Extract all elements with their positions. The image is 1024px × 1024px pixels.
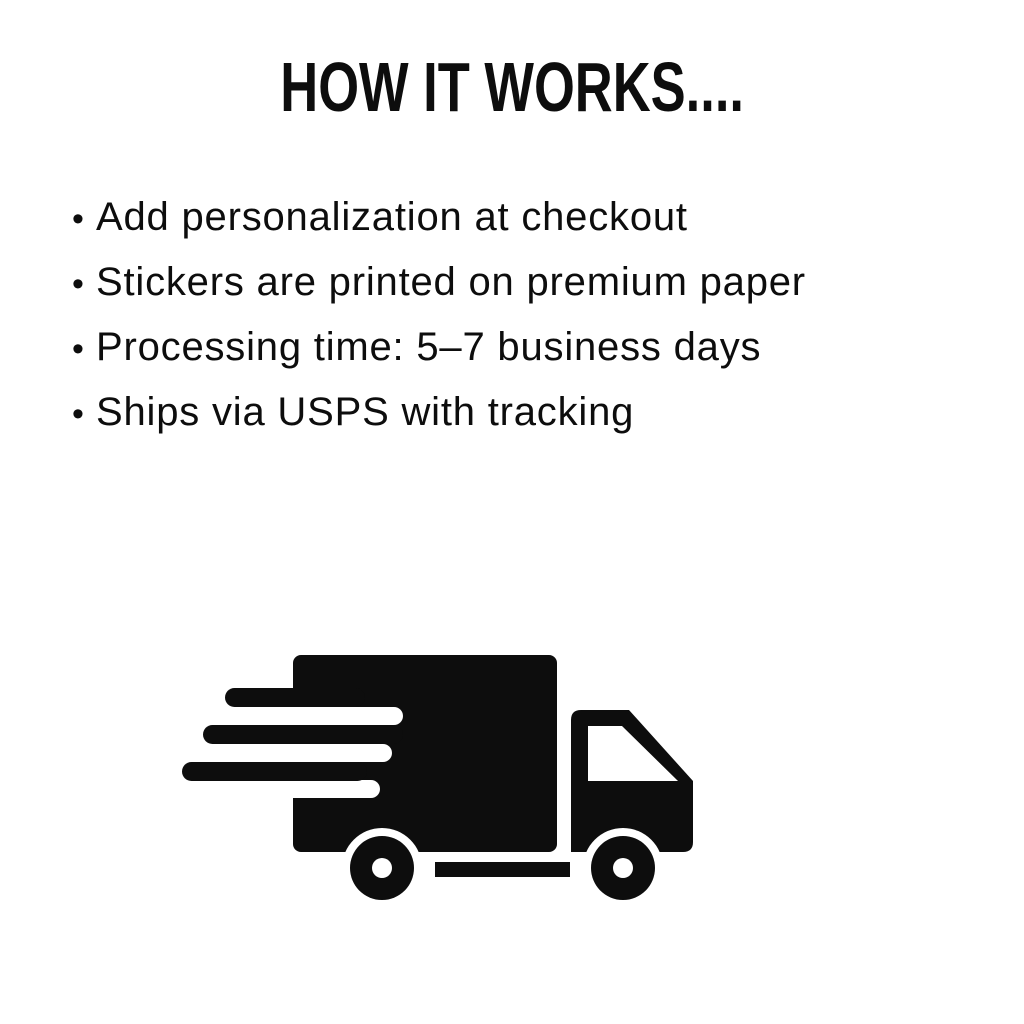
cargo-slot [160,780,380,798]
bullet-dot-icon: • [72,330,85,368]
page-title [0,48,1024,142]
speed-line-icon [225,688,365,707]
page-title-text: HOW IT WORKS.... [280,48,744,126]
cargo-slot [160,707,403,725]
fast-shipping-truck-icon [160,640,720,920]
truck-chassis-bar [435,862,570,877]
list-item-text: Ships via USPS with tracking [96,390,635,434]
list-item [72,186,806,251]
bullet-dot-icon: • [72,265,85,303]
list-item [72,316,806,381]
list-item-text: Add personalization at checkout [96,195,688,239]
list-item [72,381,806,446]
speed-line-icon [203,725,403,744]
speed-line-icon [182,762,367,781]
info-bullet-list [72,186,806,446]
list-item-text: Processing time: 5–7 business days [96,325,762,369]
truck-wheel [583,828,663,908]
cargo-slot [160,744,392,762]
bullet-dot-icon: • [72,395,85,433]
list-item [72,251,806,316]
bullet-dot-icon: • [72,200,85,238]
list-item-text: Stickers are printed on premium paper [96,260,806,304]
truck-wheel [342,828,422,908]
